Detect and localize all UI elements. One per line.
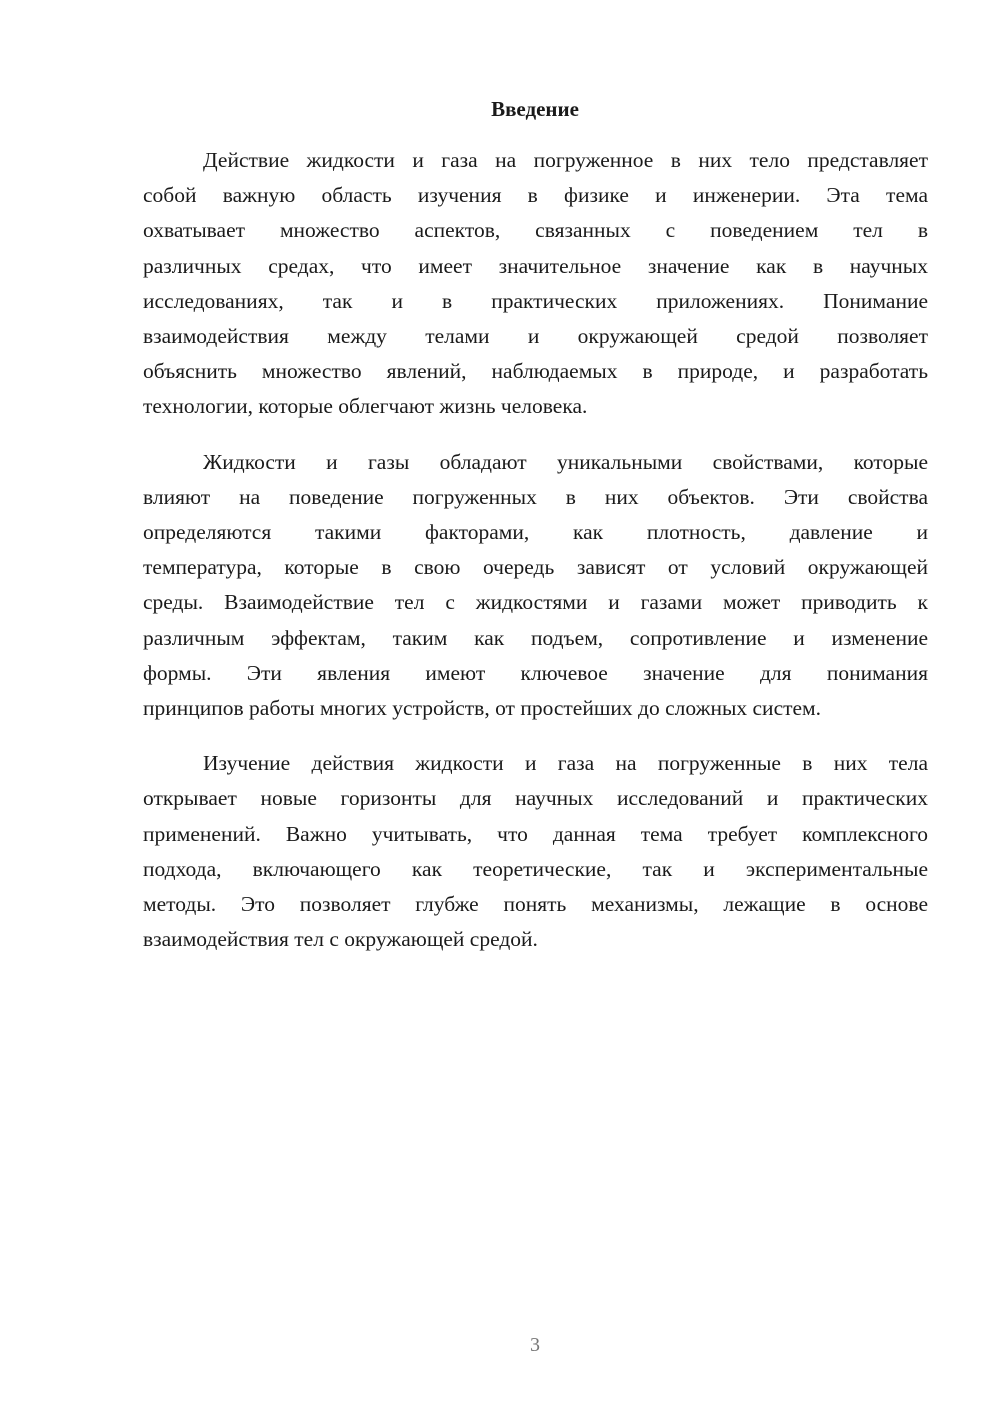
text-line: среды. Взаимодействие тел с жидкостями и газами может приводить к [143, 590, 928, 615]
text-line: формы. Эти явления имеют ключевое значение для понимания [143, 660, 928, 685]
text-line: Изучение действия жидкости и газа на погруженные в них тела [203, 751, 928, 776]
text-line: собой важную область изучения в физике и инженерии. Эта тема [143, 183, 928, 208]
text-line: определяются такими факторами, как плотность, давление и [143, 520, 928, 545]
text-line: различным эффектам, таким как подъем, сопротивление и изменение [143, 625, 928, 650]
paragraph [143, 143, 928, 425]
text-line: взаимодействия между телами и окружающей средой позволяет [143, 324, 928, 349]
paragraph [143, 746, 928, 957]
text-line: Действие жидкости и газа на погруженное в них тело представляет [203, 148, 928, 172]
section-title: Введение [491, 97, 579, 121]
text-line: температура, которые в свою очередь зависят от условий окружающей [143, 555, 928, 580]
text-line: Жидкости и газы обладают уникальными свойствами, которые [203, 449, 928, 474]
text-line: открывает новые горизонты для научных исследований и практических [143, 786, 928, 811]
text-line: объяснить множество явлений, наблюдаемых в природе, и разработать [143, 359, 928, 384]
text-line: охватывает множество аспектов, связанных с поведением тел в [143, 218, 928, 243]
text-line: исследованиях, так и в практических приложениях. Понимание [143, 288, 928, 313]
text-line: различных средах, что имеет значительное значение как в научных [143, 253, 928, 278]
paragraph [143, 445, 928, 727]
text-line: методы. Это позволяет глубже понять механизмы, лежащие в основе [143, 892, 928, 917]
text-line: принципов работы многих устройств, от простейших до сложных систем. [143, 696, 822, 721]
text-line: технологии, которые облегчают жизнь человека. [143, 394, 588, 419]
page-number: 3 [530, 1334, 540, 1356]
document-body [143, 143, 928, 977]
text-line: влияют на поведение погруженных в них объектов. Эти свойства [143, 484, 928, 509]
text-line: подхода, включающего как теоретические, так и экспериментальные [143, 856, 928, 881]
text-line: взаимодействия тел с окружающей средой. [143, 927, 538, 952]
text-line: применений. Важно учитывать, что данная тема требует комплексного [143, 821, 928, 846]
